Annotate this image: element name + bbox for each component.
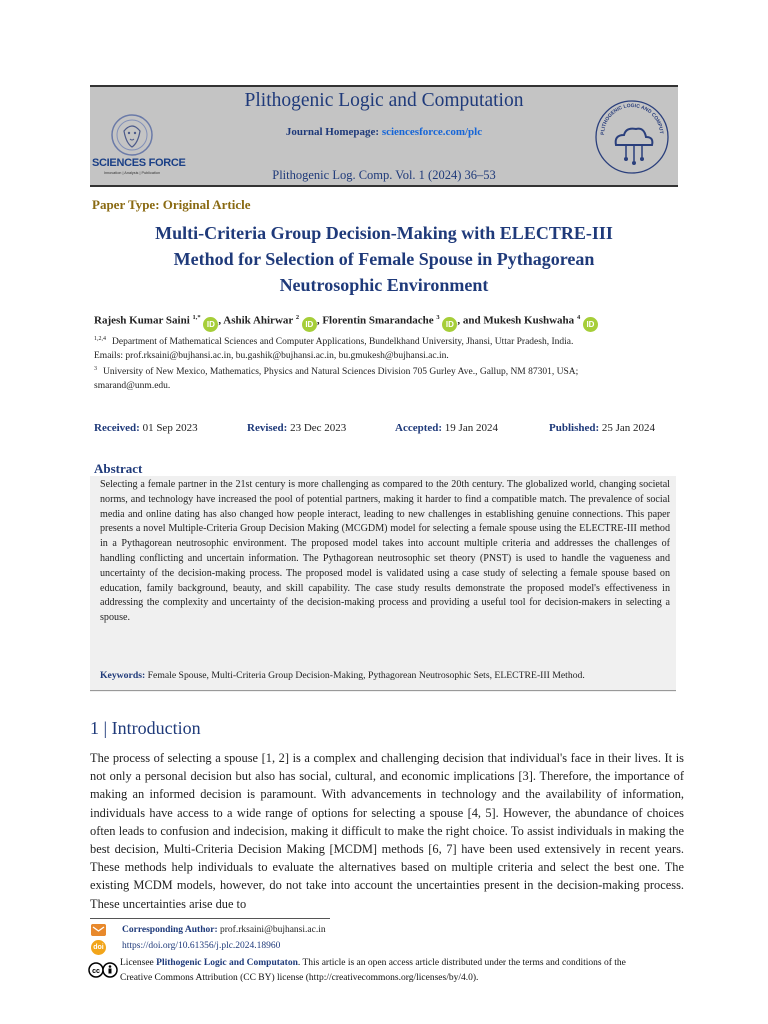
- abstract-heading: Abstract: [94, 461, 143, 476]
- volume-info: Plithogenic Log. Comp. Vol. 1 (2024) 36–53: [272, 168, 496, 182]
- keywords-label: Keywords:: [100, 670, 148, 681]
- author-affiliation-mark: 4: [576, 314, 581, 321]
- date-label: Revised:: [247, 422, 288, 434]
- doi-link[interactable]: https://doi.org/10.61356/j.plc.2024.18960: [122, 941, 281, 951]
- journal-header-banner: [90, 85, 678, 187]
- author-affiliation-mark: 2: [295, 314, 300, 321]
- author-name: , Ashik Ahirwar: [218, 314, 294, 327]
- author-name: Rajesh Kumar Saini: [94, 314, 190, 327]
- license-body: . This article is an open access article distributed under the terms and conditions of the Creative Commons Attribution (CC BY) license (http://creativecommons.org/licenses/by/4.0).: [120, 958, 626, 983]
- cc-by-icon: [88, 962, 118, 978]
- journal-title: Plithogenic Logic and Computation: [244, 90, 524, 111]
- section-heading: 1 | Introduction: [90, 718, 201, 738]
- author-name: , Florentin Smarandache: [316, 314, 434, 327]
- title-line: Multi-Criteria Group Decision-Making with ELECTRE-III: [155, 223, 613, 243]
- publisher-name: SCIENCES FORCE: [92, 157, 186, 169]
- affiliation-1: [94, 333, 684, 350]
- author-name: , and Mukesh Kushwaha: [457, 314, 575, 327]
- date-value: 23 Dec 2023: [287, 422, 347, 434]
- corresponding-author-label: Corresponding Author:: [122, 925, 218, 935]
- cloud-circuit-logo-icon: [590, 95, 674, 181]
- orcid-icon[interactable]: ID: [583, 317, 598, 332]
- author-list: [94, 314, 684, 332]
- footnote-divider: [90, 918, 330, 919]
- date-value: 19 Jan 2024: [442, 422, 498, 434]
- affiliation-text: University of New Mexico, Mathematics, Physics and Natural Sciences Division 705 Gurley Ave., Gallup, NM 87301, USA;: [103, 367, 579, 378]
- license-journal: Plithogenic Logic and Computaton: [156, 958, 298, 968]
- divider: [90, 690, 676, 691]
- svg-text:cc: cc: [92, 968, 100, 975]
- affiliation-2: [94, 363, 684, 380]
- published-date: [549, 422, 655, 434]
- affiliation-mark: 1,2,4: [94, 336, 106, 342]
- orcid-icon[interactable]: ID: [302, 317, 317, 332]
- abstract-text: Selecting a female partner in the 21st century is more challenging as compared to the 20th century. The globalized world, changing societal norms, and technology have increased the pool of potential partners, making it harder to find a compatible match. The prevalence of social media and online dating has also changed how people interact, leading to new challenges in establishing genuine connections. This paper presents a novel Multiple-Criteria Group Decision Making (MCGDM) model for selecting a female spouse using the ELECTRE-III method in a Pythagorean neutrosophic environment. The proposed model takes into account multiple criteria and addresses the challenges of handling conflicting and uncertain information. The Pythagorean neutrosophic set theory (PNST) is used to handle the vagueness and uncertainty of the decision-making process. The proposed model is validated using a case study of selecting a female spouse based on education, family background, beauty, and skill capability. The case study results demonstrate the proposed model's effectiveness in addressing the complexity and uncertainty of the decision-making process and providing a useful tool for decision-makers in selecting a spouse.: [100, 479, 670, 624]
- homepage-label: Journal Homepage:: [285, 126, 382, 138]
- title-line: Neutrosophic Environment: [279, 275, 489, 295]
- affiliation-email: smarand@unm.edu.: [94, 380, 171, 391]
- revised-date: [247, 422, 346, 434]
- publisher-tagline: Innovation | Analysis | Publication: [103, 171, 161, 175]
- envelope-icon: [91, 924, 106, 936]
- corresponding-author: [122, 925, 326, 935]
- license-notice: [120, 956, 660, 985]
- orcid-icon[interactable]: ID: [442, 317, 457, 332]
- affiliation-mark: 3: [94, 366, 97, 373]
- orcid-icon[interactable]: ID: [203, 317, 218, 332]
- title-line: Method for Selection of Female Spouse in Pythagorean: [173, 249, 595, 269]
- abstract-box: [90, 476, 676, 692]
- journal-logo-text: PLITHOGENIC LOGIC AND COMPUT: [599, 102, 664, 136]
- keywords: [100, 670, 670, 681]
- accepted-date: [395, 422, 498, 434]
- date-label: Accepted:: [395, 422, 443, 434]
- affiliation-emails: Emails: prof.rksaini@bujhansi.ac.in, bu.gashik@bujhansi.ac.in, bu.gmukesh@bujhansi.ac.in.: [94, 350, 449, 361]
- license-prefix: Licensee: [120, 958, 157, 968]
- introduction-paragraph: The process of selecting a spouse [1, 2] is a complex and challenging decision that individual's face in their lives. It is not only a personal decision but also has social, cultural, and economic implications [3]. Therefore, the importance of making an informed decision is paramount. With advancements in technology and the availability of information, individuals have access to a wide range of options for selecting a spouse [4, 5]. However, the abundance of choices often leads to confusion and indecision, making it difficult to make the right choice. To assist individuals in making the best decision, Multi-Criteria Decision Making [MCDM] methods [6, 7] have been used extensively in recent years. These methods help individuals to evaluate the alternatives based on multiple criteria and select the best one. The existing MCDM models, however, do not take into account the uncertainties present in the decision-making process. These uncertainties arise due to: [90, 751, 684, 911]
- date-value: 01 Sep 2023: [139, 422, 198, 434]
- paper-title: [90, 220, 678, 298]
- corresponding-author-email[interactable]: prof.rksaini@bujhansi.ac.in: [217, 925, 326, 935]
- author-affiliation-mark: 3: [436, 314, 440, 321]
- date-value: 25 Jan 2024: [599, 422, 656, 434]
- date-label: Received:: [94, 422, 140, 434]
- received-date: [94, 422, 198, 434]
- keywords-list: Female Spouse, Multi-Criteria Group Decision-Making, Pythagorean Neutrosophic Sets, ELECTRE-III Method.: [147, 670, 585, 681]
- author-affiliation-mark: 1,*: [192, 314, 201, 321]
- paper-type: Paper Type: Original Article: [92, 197, 251, 212]
- homepage-link[interactable]: sciencesforce.com/plc: [381, 126, 483, 138]
- date-label: Published:: [549, 422, 600, 434]
- doi-icon: doi: [91, 940, 106, 955]
- affiliations: [94, 333, 684, 393]
- affiliation-text: Department of Mathematical Sciences and Computer Applications, Bundelkhand University, Jhansi, Uttar Pradesh, India.: [112, 337, 574, 348]
